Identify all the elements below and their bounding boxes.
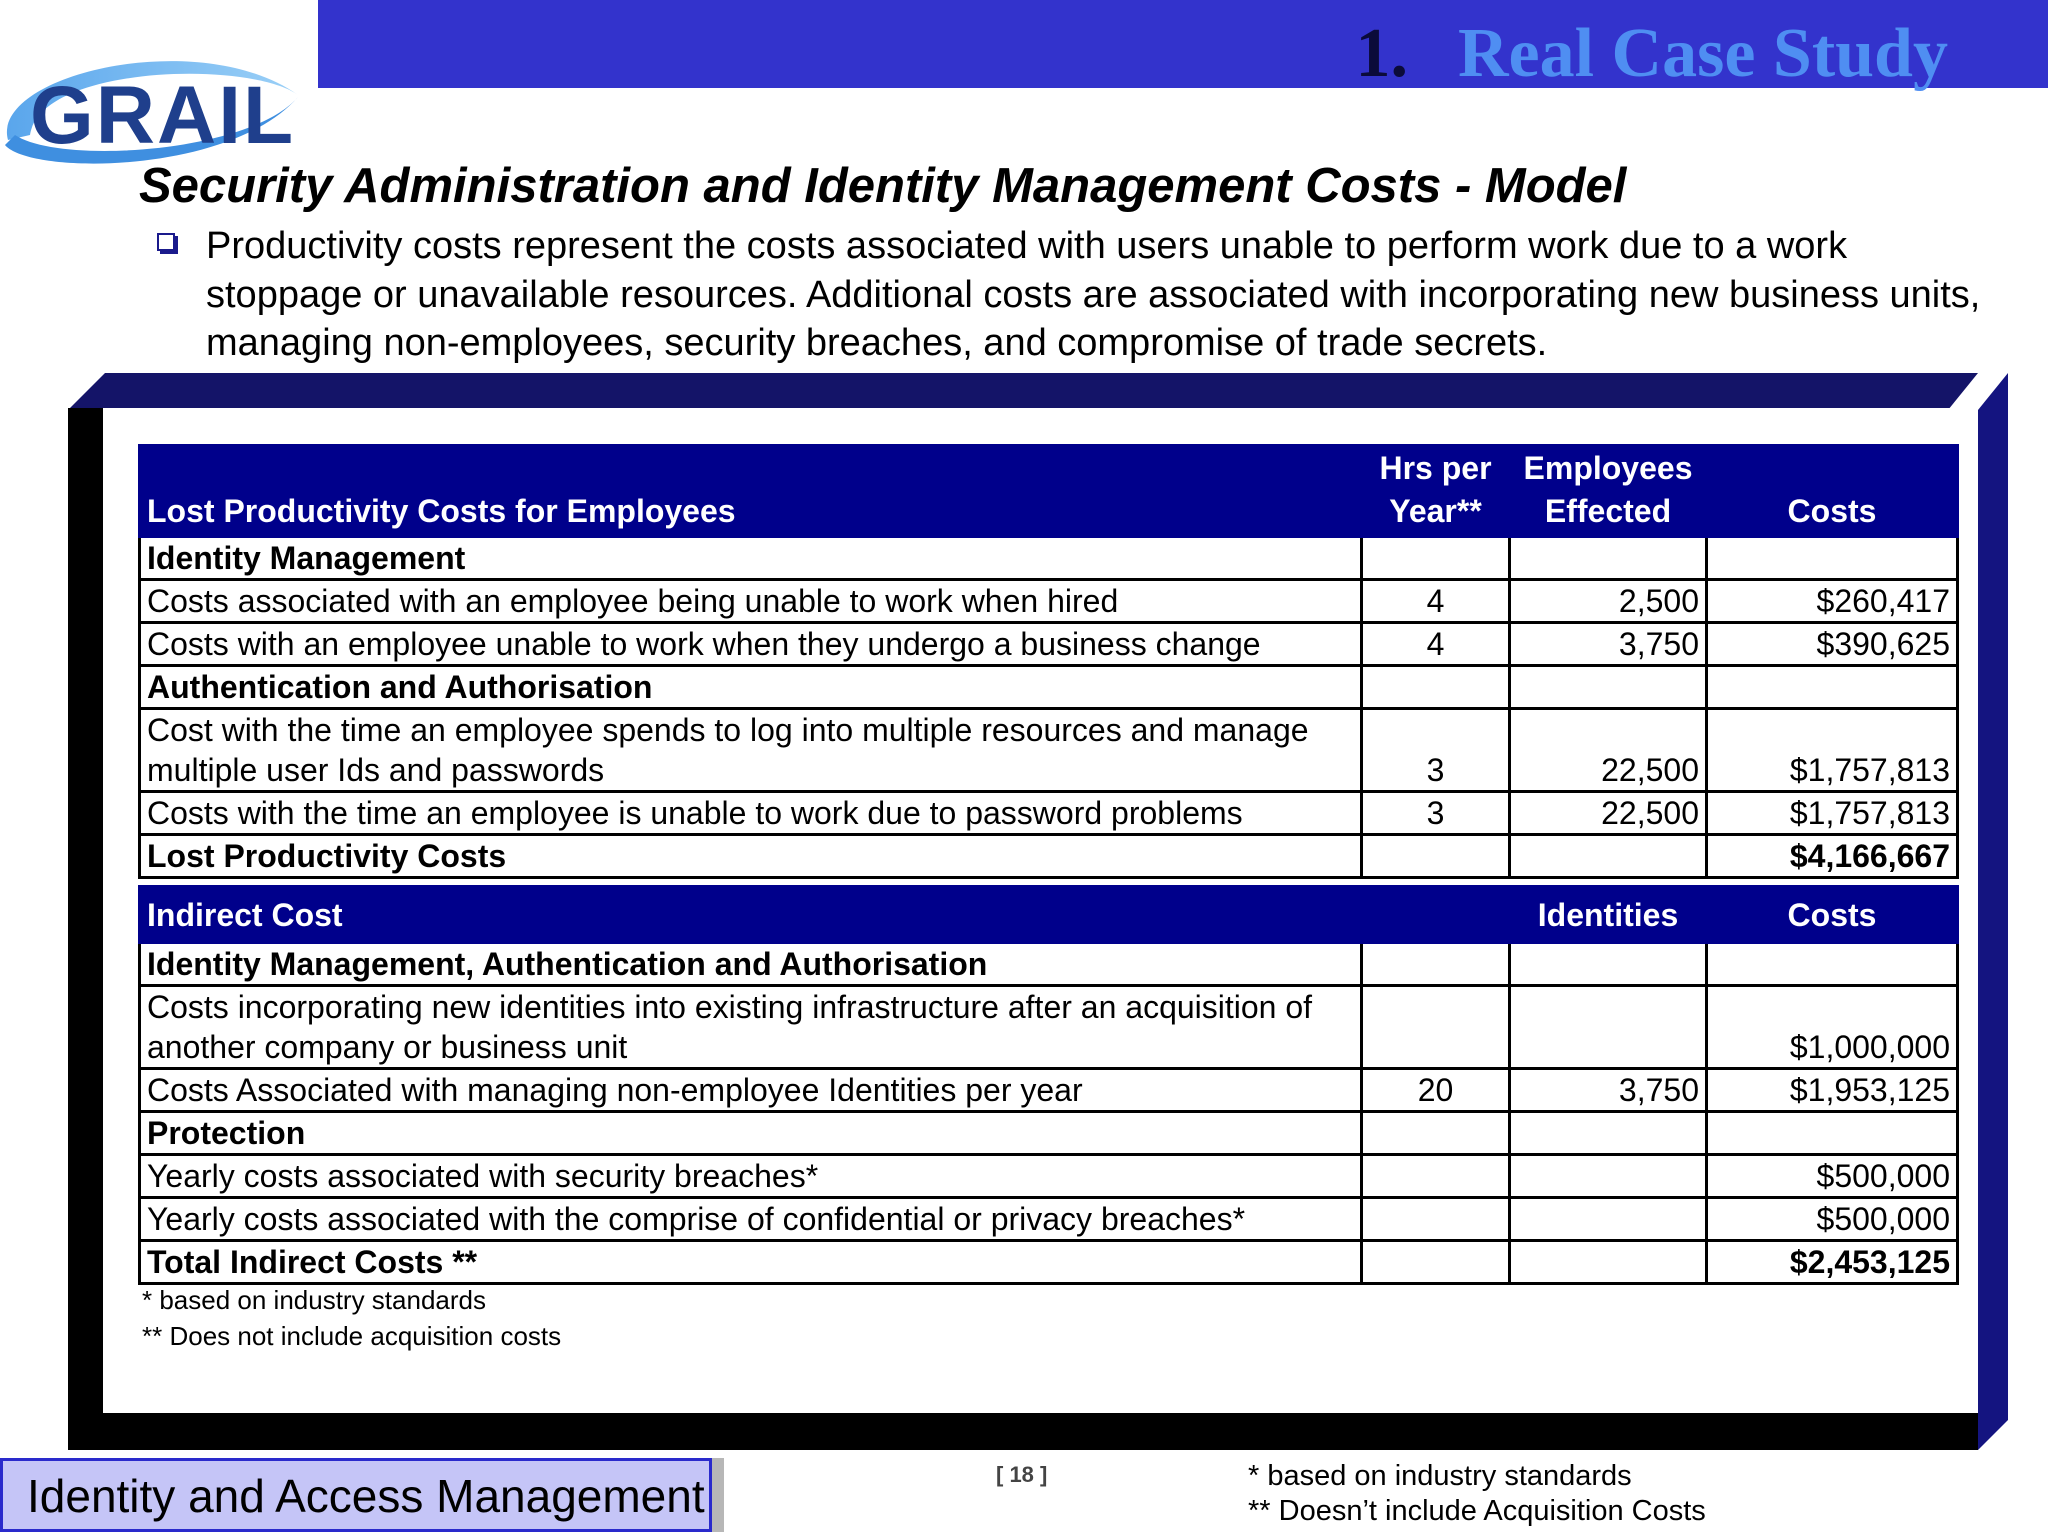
total-value: $2,453,125: [1707, 1241, 1958, 1284]
header-employees-effected: Employees Effected: [1510, 446, 1707, 537]
row-description: Cost with the time an employee spends to log into multiple resources and manage multiple user Ids and passwords: [140, 709, 1362, 792]
page-number: [ 18 ]: [996, 1462, 1048, 1487]
table-note-industry: * based on industry standards: [142, 1285, 486, 1315]
total-label: Lost Productivity Costs: [140, 835, 1362, 878]
table-row: [140, 537, 1958, 580]
header-identities: Identities: [1510, 887, 1707, 943]
header-lost-productivity: Lost Productivity Costs for Employees: [140, 446, 1362, 537]
row-count: 2,500: [1510, 580, 1707, 623]
header-indirect-cost: Indirect Cost: [140, 887, 1362, 943]
footer-note-acquisition: ** Doesn’t include Acquisition Costs: [1248, 1495, 1706, 1527]
row-description: Costs associated with an employee being unable to work when hired: [140, 580, 1362, 623]
row-cost: $1,757,813: [1707, 709, 1958, 792]
total-label: Total Indirect Costs **: [140, 1241, 1362, 1284]
table-row: [140, 580, 1958, 623]
row-cost: $500,000: [1707, 1155, 1958, 1198]
table-total-row: [140, 1241, 1958, 1284]
table-row: [140, 666, 1958, 709]
cost-table: [138, 444, 1959, 1285]
header-costs: Costs: [1707, 887, 1958, 943]
section-title: Real Case Study: [1457, 15, 1948, 92]
logo-text: GRAIL: [30, 70, 296, 161]
table-row: [140, 1112, 1958, 1155]
row-cost: $1,757,813: [1707, 792, 1958, 835]
row-description: Yearly costs associated with security breaches*: [140, 1155, 1362, 1198]
frame-top-bevel: [68, 373, 1978, 410]
row-count: 3,750: [1510, 623, 1707, 666]
header-costs: Costs: [1707, 446, 1958, 537]
row-description: Yearly costs associated with the comprise of confidential or privacy breaches*: [140, 1198, 1362, 1241]
row-hrs: 3: [1362, 709, 1510, 792]
row-description: Costs with the time an employee is unable to work due to password problems: [140, 792, 1362, 835]
row-hrs: 4: [1362, 580, 1510, 623]
row-count: 22,500: [1510, 792, 1707, 835]
table-header-row: [140, 446, 1958, 537]
row-hrs: 3: [1362, 792, 1510, 835]
footer-title: Identity and Access Management: [0, 1458, 712, 1532]
row-cost: $1,953,125: [1707, 1069, 1958, 1112]
row-description: Costs with an employee unable to work when they undergo a business change: [140, 623, 1362, 666]
table-header-row: [140, 887, 1958, 943]
row-hrs: 20: [1362, 1069, 1510, 1112]
section-number: 1.: [1355, 15, 1408, 92]
row-count: 3,750: [1510, 1069, 1707, 1112]
group-label: Identity Management: [140, 537, 1362, 580]
row-cost: $500,000: [1707, 1198, 1958, 1241]
row-cost: $260,417: [1707, 580, 1958, 623]
table-row: [140, 986, 1958, 1069]
table-row: [140, 792, 1958, 835]
table-row: [140, 1155, 1958, 1198]
group-label: Protection: [140, 1112, 1362, 1155]
page-subtitle: Security Administration and Identity Management Costs - Model: [139, 159, 1627, 213]
row-hrs: 4: [1362, 623, 1510, 666]
table-row: [140, 623, 1958, 666]
row-description: Costs Associated with managing non-employee Identities per year: [140, 1069, 1362, 1112]
table-total-row: [140, 835, 1958, 878]
row-cost: $390,625: [1707, 623, 1958, 666]
group-label: Identity Management, Authentication and Authorisation: [140, 943, 1362, 986]
header-hrs-per-year: Hrs per Year**: [1362, 446, 1510, 537]
row-cost: $1,000,000: [1707, 986, 1958, 1069]
table-row: [140, 943, 1958, 986]
total-value: $4,166,667: [1707, 835, 1958, 878]
table-note-acquisition: ** Does not include acquisition costs: [142, 1321, 562, 1351]
row-description: Costs incorporating new identities into existing infrastructure after an acquisition of another company or business unit: [140, 986, 1362, 1069]
table-row: [140, 1198, 1958, 1241]
footer-note-industry: * based on industry standards: [1248, 1460, 1632, 1492]
table-row: [140, 1069, 1958, 1112]
slide-title: [1355, 14, 1948, 94]
row-count: 22,500: [1510, 709, 1707, 792]
bullet-checkbox-icon: [157, 233, 175, 251]
bullet-text: Productivity costs represent the costs associated with users unable to perform work due to a work stoppage or unavailable resources. Additional costs are associated with incorporating new business units, managing non-employees, security breaches, and compromise of trade secrets.: [206, 225, 1981, 364]
frame-right-bevel: [1978, 373, 2008, 1450]
group-label: Authentication and Authorisation: [140, 666, 1362, 709]
table-row: [140, 709, 1958, 792]
